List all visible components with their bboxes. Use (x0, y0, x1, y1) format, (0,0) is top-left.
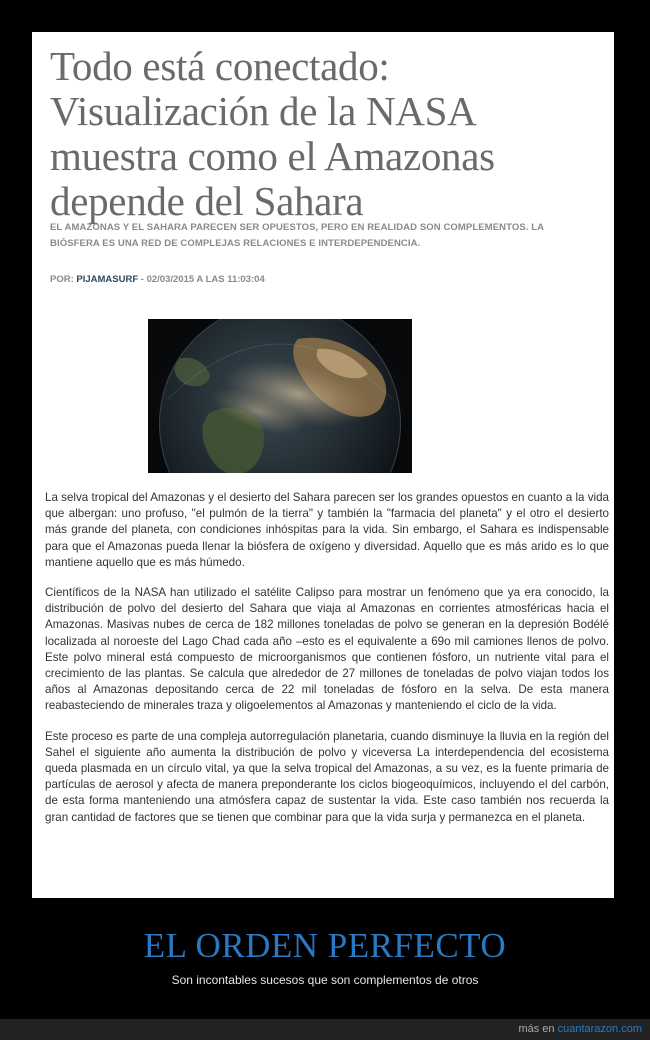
footer-prefix: más en (518, 1023, 558, 1035)
earth-globe-illustration (148, 319, 412, 473)
caption-subtitle: Son incontables sucesos que son complementos de otros (171, 973, 479, 987)
earth-image (148, 319, 412, 473)
article-paragraph-2: Científicos de la NASA han utilizado el satélite Calipso para mostrar un fenómeno que ya era conocido, la distribución de polvo del desierto del Sahara que viaja al Amazonas en corrientes atmosféricas hacia el Amazonas. Masivas nubes de cerca de 182 millones toneladas de polvo se generan en la depresión Bodélé localizada al noroeste del Lago Chad cada año –esto es el equivalente a 69o mil camiones llenos de polvo. Este polvo mineral está compuesto de microorganismos que contienen fósforo, un nutriente vital para el crecimiento de las plantas. Se calcula que alrededor de 27 millones de toneladas de polvo viajan todos los años al Amazonas depositando cerca de 22 mil toneladas de fósforo en la selva. De esta manera reabasteciendo de minerales traza y oligoelementos al Amazonas y manteniendo el ciclo de la vida. (45, 586, 609, 713)
article-card (36, 36, 610, 894)
article-paragraph-1: La selva tropical del Amazonas y el desierto del Sahara parecen ser los grandes opuestos en cuanto a la vida que albergan: uno profuso, "el pulmón de la tierra" y también la "farmacia del planeta" y el otro el desierto más grande del planeta, con condiciones inhóspitas para la vida. Sin embargo, el Sahara es indispensable para que el Amazonas pueda llenar la biósfera de oxígeno y diversidad. Aquello que es más arido es lo que mantiene aquello que es más húmedo. (45, 491, 609, 569)
article-date: - 02/03/2015 A LAS 11:03:04 (138, 274, 265, 285)
article-byline (50, 274, 265, 285)
article-frame (32, 32, 614, 898)
article-title: Todo está conectado: Visualización de la NASA muestra como el Amazonas depende del Sahara (50, 43, 495, 224)
caption-title: EL ORDEN PERFECTO (143, 926, 507, 965)
article-subtitle: EL AMAZONAS Y EL SAHARA PARECEN SER OPUESTOS, PERO EN REALIDAD SON COMPLEMENTOS. LA BIÓSFERA ES UNA RED DE COMPLEJAS RELACIONES E INTERDEPENDENCIA. (50, 222, 544, 249)
site-link[interactable]: cuantarazon.com (557, 1023, 642, 1035)
article-body (45, 490, 609, 840)
article-paragraph-3: Este proceso es parte de una compleja autorregulación planetaria, cuando disminuye la lluvia en la región del Sahel el siguiente año aumenta la distribución de polvo y viceversa La interdependencia del ecosistema queda plasmada en un círculo vital, ya que la selva tropical del Amazonas, a su vez, es la fuente primaria de partículas de aerosol y afecta de manera preponderante los ciclos biogeoquímicos, incluyendo el del carbón, de esta forma manteniendo una atmósfera capaz de sustentar la vida. Este caso también nos recuerda la gran cantidad de factores que se tienen que combinar para que la vida surja y permanezca en el planeta. (45, 729, 609, 824)
author-link[interactable]: PIJAMASURF (76, 274, 139, 285)
byline-prefix: POR: (50, 274, 77, 285)
footer-bar (0, 1019, 650, 1040)
footer-attribution (518, 1023, 642, 1035)
